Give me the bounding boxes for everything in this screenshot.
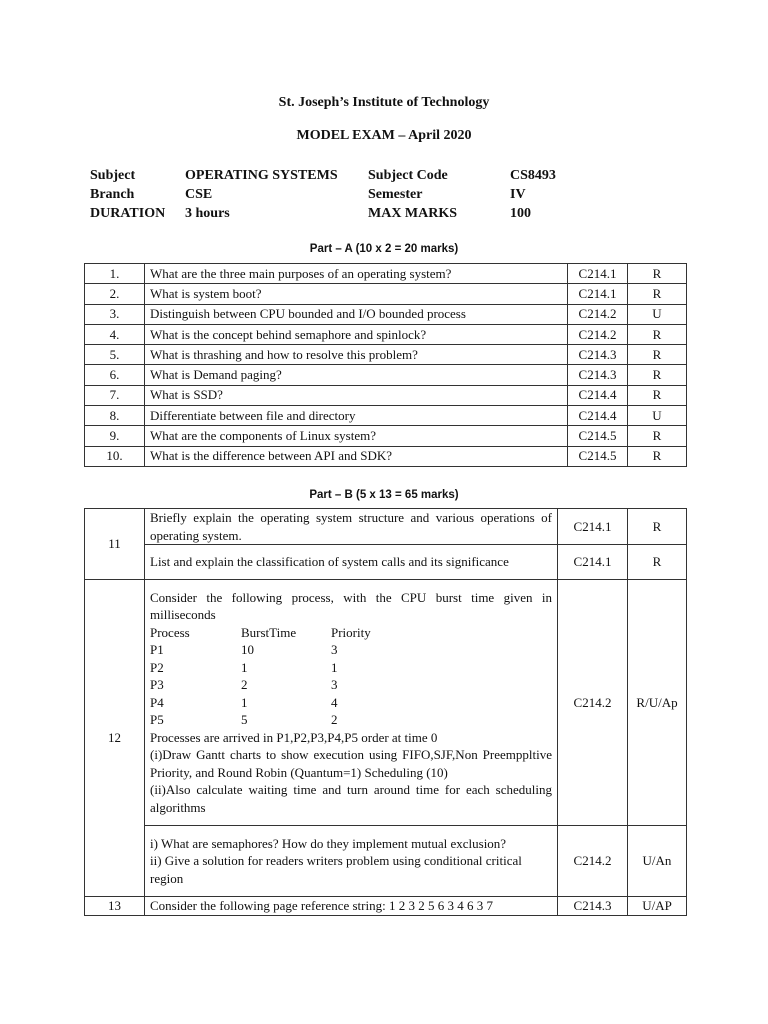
knowledge-level: R [628,264,687,284]
question-number: 13 [85,897,145,916]
branch-value: CSE [185,187,213,202]
institute-name: St. Joseph’s Institute of Technology [278,95,490,110]
course-outcome: C214.3 [568,365,628,385]
question-text: Distinguish between CPU bounded and I/O bounded process [145,304,568,324]
question-number: 12 [85,580,145,897]
course-outcome: C214.2 [568,324,628,344]
course-outcome: C214.3 [568,345,628,365]
question-text: Consider the following page reference string: 1 2 3 2 5 6 3 4 6 3 7 [145,897,558,916]
table-row [85,406,687,426]
priority: 1 [331,659,338,675]
priority: 3 [331,642,338,658]
knowledge-level: R [628,385,687,405]
process-name: P4 [150,694,164,710]
process-header-row [150,624,552,642]
question-number: 2. [85,284,145,304]
exam-title: MODEL EXAM – April 2020 [296,128,472,143]
process-name: P1 [150,642,164,658]
course-outcome: C214.1 [558,509,628,545]
question-number: 10. [85,446,145,466]
question-number: 11 [85,509,145,580]
process-name: P5 [150,712,164,728]
question-text: What is the concept behind semaphore and spinlock? [145,324,568,344]
table-row [85,345,687,365]
part-a-table [84,263,687,467]
knowledge-level: R [628,365,687,385]
course-outcome: C214.3 [558,897,628,916]
knowledge-level: R [628,324,687,344]
course-outcome: C214.5 [568,446,628,466]
meta-row-subject [90,168,690,187]
semester-label: Semester [368,187,423,202]
subject-label: Subject [90,168,136,183]
course-outcome: C214.1 [558,545,628,580]
question-number: 9. [85,426,145,446]
process-name: P3 [150,677,164,693]
burst-time: 1 [241,694,248,710]
knowledge-level: R/U/Ap [628,580,687,826]
burst-time: BurstTime [241,624,297,640]
burst-time: 5 [241,712,248,728]
process-name: Process [150,624,190,640]
question-text: What are the three main purposes of an operating system? [145,264,568,284]
table-row [85,385,687,405]
knowledge-level: R [628,545,687,580]
burst-time: 1 [241,659,248,675]
question-text: Differentiate between file and directory [145,406,568,426]
priority: 2 [331,712,338,728]
burst-time: 2 [241,677,248,693]
question-text: List and explain the classification of system calls and its significance [145,545,558,580]
question-number: 3. [85,304,145,324]
question-text: Briefly explain the operating system structure and various operations of operating system. [145,509,558,545]
table-row [85,897,687,916]
table-row [85,509,687,545]
duration-value: 3 hours [185,206,230,221]
code-label: Subject Code [368,168,448,183]
table-row [85,426,687,446]
table-row [85,324,687,344]
knowledge-level: R [628,345,687,365]
process-table [150,624,552,729]
process-row [150,676,552,694]
priority: 3 [331,677,338,693]
process-row [150,641,552,659]
question-text: What is the difference between API and SDK? [145,446,568,466]
knowledge-level: U/AP [628,897,687,916]
arrival-note: Processes are arrived in P1,P2,P3,P4,P5 order at time 0 [150,729,438,745]
knowledge-level: R [628,446,687,466]
question-part-ii: (ii)Also calculate waiting time and turn around time for each scheduling algorithms [150,782,552,815]
question-number: 5. [85,345,145,365]
priority: Priority [331,624,371,640]
subject-value: OPERATING SYSTEMS [185,168,338,183]
table-row [85,446,687,466]
question-number: 6. [85,365,145,385]
question-text [145,580,558,826]
question-text: What is Demand paging? [145,365,568,385]
question-text [145,826,558,897]
question-part-ii: ii) Give a solution for readers writers problem using conditional critical region [150,853,522,886]
knowledge-level: R [628,284,687,304]
table-row [85,545,687,580]
table-row [85,264,687,284]
burst-time: 10 [241,642,254,658]
exam-meta [90,168,690,225]
course-outcome: C214.1 [568,264,628,284]
question-number: 1. [85,264,145,284]
course-outcome: C214.2 [568,304,628,324]
course-outcome: C214.1 [568,284,628,304]
process-name: P2 [150,659,164,675]
question-part-i: i) What are semaphores? How do they implement mutual exclusion? [150,835,507,851]
question-part-i: (i)Draw Gantt charts to show execution using FIFO,SJF,Non Preemppltive Priority, and Round Robin (Quantum=1) Scheduling (10) [150,747,552,780]
code-value: CS8493 [510,168,556,183]
course-outcome: C214.2 [558,826,628,897]
question-text: What is SSD? [145,385,568,405]
question-text: What are the components of Linux system? [145,426,568,446]
table-row [85,826,687,897]
question-intro: Consider the following process, with the CPU burst time given in milliseconds [150,589,552,623]
question-text: What is thrashing and how to resolve this problem? [145,345,568,365]
question-number: 4. [85,324,145,344]
question-text: What is system boot? [145,284,568,304]
marks-label: MAX MARKS [368,206,458,221]
table-row [85,580,687,826]
knowledge-level: R [628,509,687,545]
part-a-title: Part – A (10 x 2 = 20 marks) [309,243,459,255]
knowledge-level: U [628,304,687,324]
course-outcome: C214.4 [568,406,628,426]
part-b-table [84,508,687,916]
process-row [150,694,552,712]
meta-row-duration [90,206,690,225]
table-row [85,365,687,385]
knowledge-level: U/An [628,826,687,897]
duration-label: DURATION [90,206,166,221]
priority: 4 [331,694,338,710]
table-row [85,304,687,324]
question-number: 7. [85,385,145,405]
process-row [150,711,552,729]
course-outcome: C214.2 [558,580,628,826]
part-b-title: Part – B (5 x 13 = 65 marks) [309,489,459,501]
question-number: 8. [85,406,145,426]
knowledge-level: U [628,406,687,426]
semester-value: IV [510,187,526,202]
process-row [150,659,552,677]
table-row [85,284,687,304]
knowledge-level: R [628,426,687,446]
branch-label: Branch [90,187,135,202]
meta-row-branch [90,187,690,206]
marks-value: 100 [510,206,531,221]
course-outcome: C214.4 [568,385,628,405]
course-outcome: C214.5 [568,426,628,446]
